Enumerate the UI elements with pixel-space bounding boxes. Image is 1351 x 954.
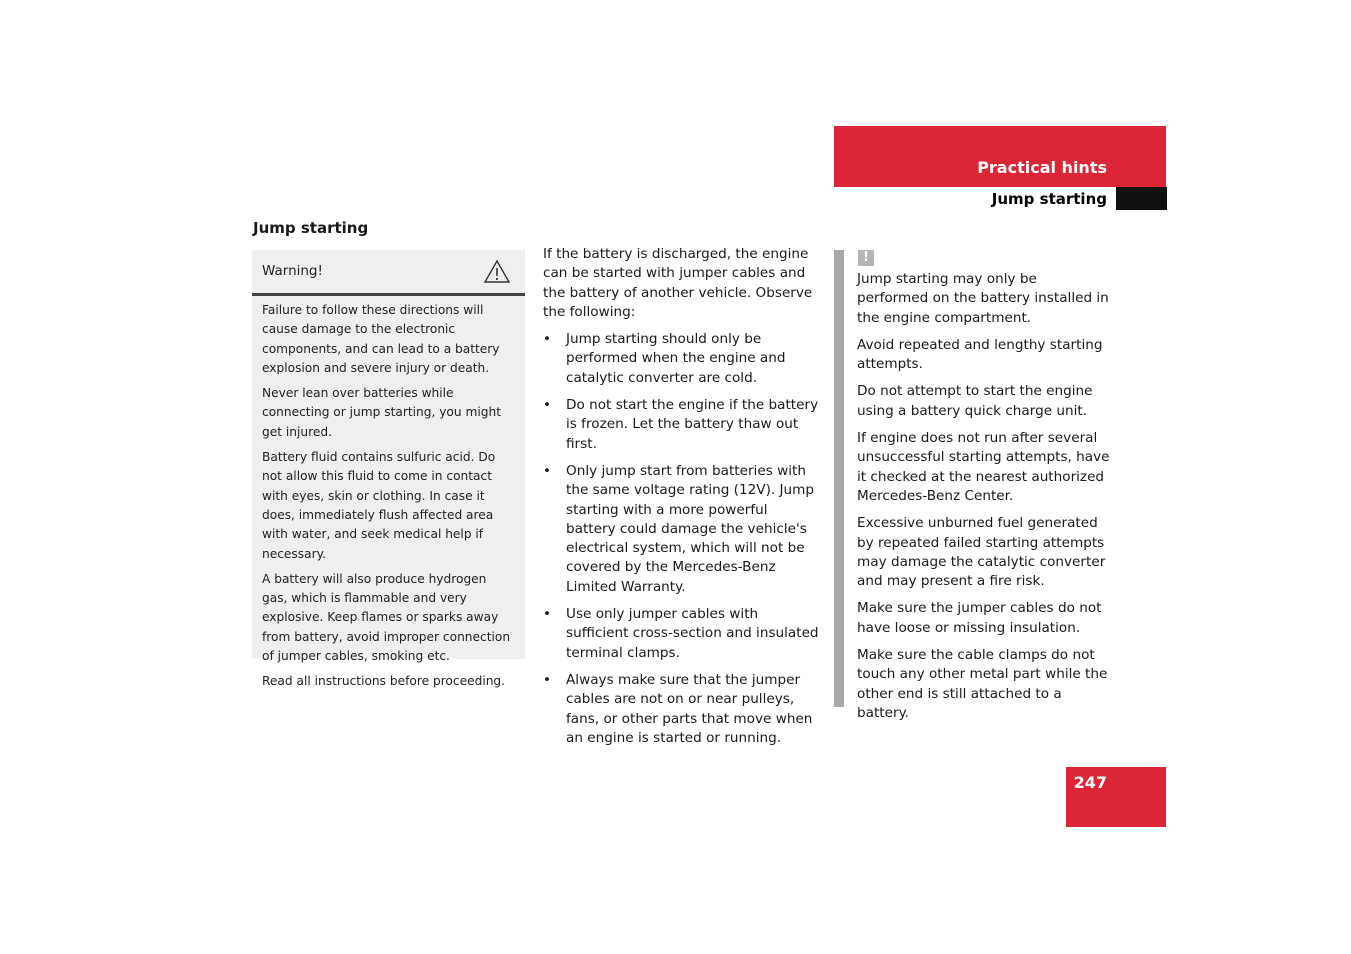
warning-paragraph: A battery will also produce hydrogen gas, which is flammable and very explosive. Keep flames or sparks away from battery, avoid improper connection of jumper cables, smoking etc. — [262, 571, 511, 664]
warning-header — [252, 250, 525, 296]
list-item — [543, 605, 821, 663]
page-number-box — [1066, 767, 1166, 827]
warning-title: Warning! — [262, 263, 323, 279]
header-black-tab — [1116, 187, 1167, 210]
list-item-text: Do not start the engine if the battery is frozen. Let the battery thaw out first. — [566, 397, 819, 452]
notice-paragraph: Jump starting may only be performed on the battery installed in the engine compartment. — [857, 271, 1109, 326]
list-item-text: Always make sure that the jumper cables are not on or near pulleys, fans, or other parts that move when an engine is started or running. — [566, 671, 813, 746]
instruction-list — [543, 330, 821, 748]
notice-paragraph: Make sure the cable clamps do not touch any other metal part while the other end is still attached to a battery. — [857, 647, 1108, 721]
notice-paragraph: If engine does not run after several unsuccessful starting attempts, have it checked at the nearest authorized Mercedes-Benz Center. — [857, 430, 1110, 504]
list-item-text: Use only jumper cables with sufficient cross-section and insulated terminal clamps. — [566, 606, 819, 661]
bullet-icon: • — [543, 462, 552, 479]
warning-triangle-icon — [483, 259, 511, 284]
list-item — [543, 671, 821, 748]
warning-body — [252, 296, 525, 692]
notice-paragraph: Excessive unburned fuel generated by repeated failed starting attempts may damage the catalytic converter and may present a fire risk. — [857, 515, 1106, 590]
list-item-text: Jump starting should only be performed when the engine and catalytic converter are cold. — [566, 331, 786, 386]
list-item — [543, 330, 821, 388]
warning-paragraph: Never lean over batteries while connecting or jump starting, you might get injured. — [262, 386, 501, 439]
header-subsection-title: Jump starting — [991, 190, 1107, 208]
list-item-text: Only jump start from batteries with the same voltage rating (12V). Jump starting with a more powerful battery could damage the vehicle's electrical system, which will not be covered by the Mercedes-Benz Limited Warranty. — [566, 462, 815, 595]
intro-paragraph: If the battery is discharged, the engine can be started with jumper cables and the battery of another vehicle. Observe the following: — [543, 246, 813, 320]
page-number: 247 — [1073, 773, 1107, 792]
notice-paragraph: Make sure the jumper cables do not have loose or missing insulation. — [857, 600, 1102, 636]
notice-bar — [834, 250, 844, 707]
bullet-icon: • — [543, 606, 552, 623]
notice-column — [857, 270, 1111, 731]
list-item — [543, 462, 821, 597]
instructions-column — [543, 245, 821, 756]
warning-paragraph: Battery fluid contains sulfuric acid. Do not allow this fluid to come in contact with eyes, skin or clothing. In case it does, immediately flush affected area with water, and seek medical help if necessary. — [262, 450, 496, 561]
warning-box — [252, 250, 525, 689]
page-title: Jump starting — [253, 219, 369, 237]
exclamation-icon: ! — [858, 250, 874, 266]
bullet-icon: • — [543, 397, 552, 414]
notice-paragraph: Do not attempt to start the engine using a battery quick charge unit. — [857, 383, 1093, 419]
warning-paragraph: Failure to follow these directions will cause damage to the electronic components, and can lead to a battery explosion and severe injury or death. — [262, 303, 500, 375]
bullet-icon: • — [543, 671, 552, 688]
warning-paragraph: Read all instructions before proceeding. — [262, 674, 506, 689]
list-item — [543, 396, 821, 454]
header-red-band — [834, 126, 1166, 187]
notice-paragraph: Avoid repeated and lengthy starting attempts. — [857, 336, 1103, 373]
header-section-title: Practical hints — [977, 158, 1107, 177]
bullet-icon: • — [543, 331, 552, 348]
